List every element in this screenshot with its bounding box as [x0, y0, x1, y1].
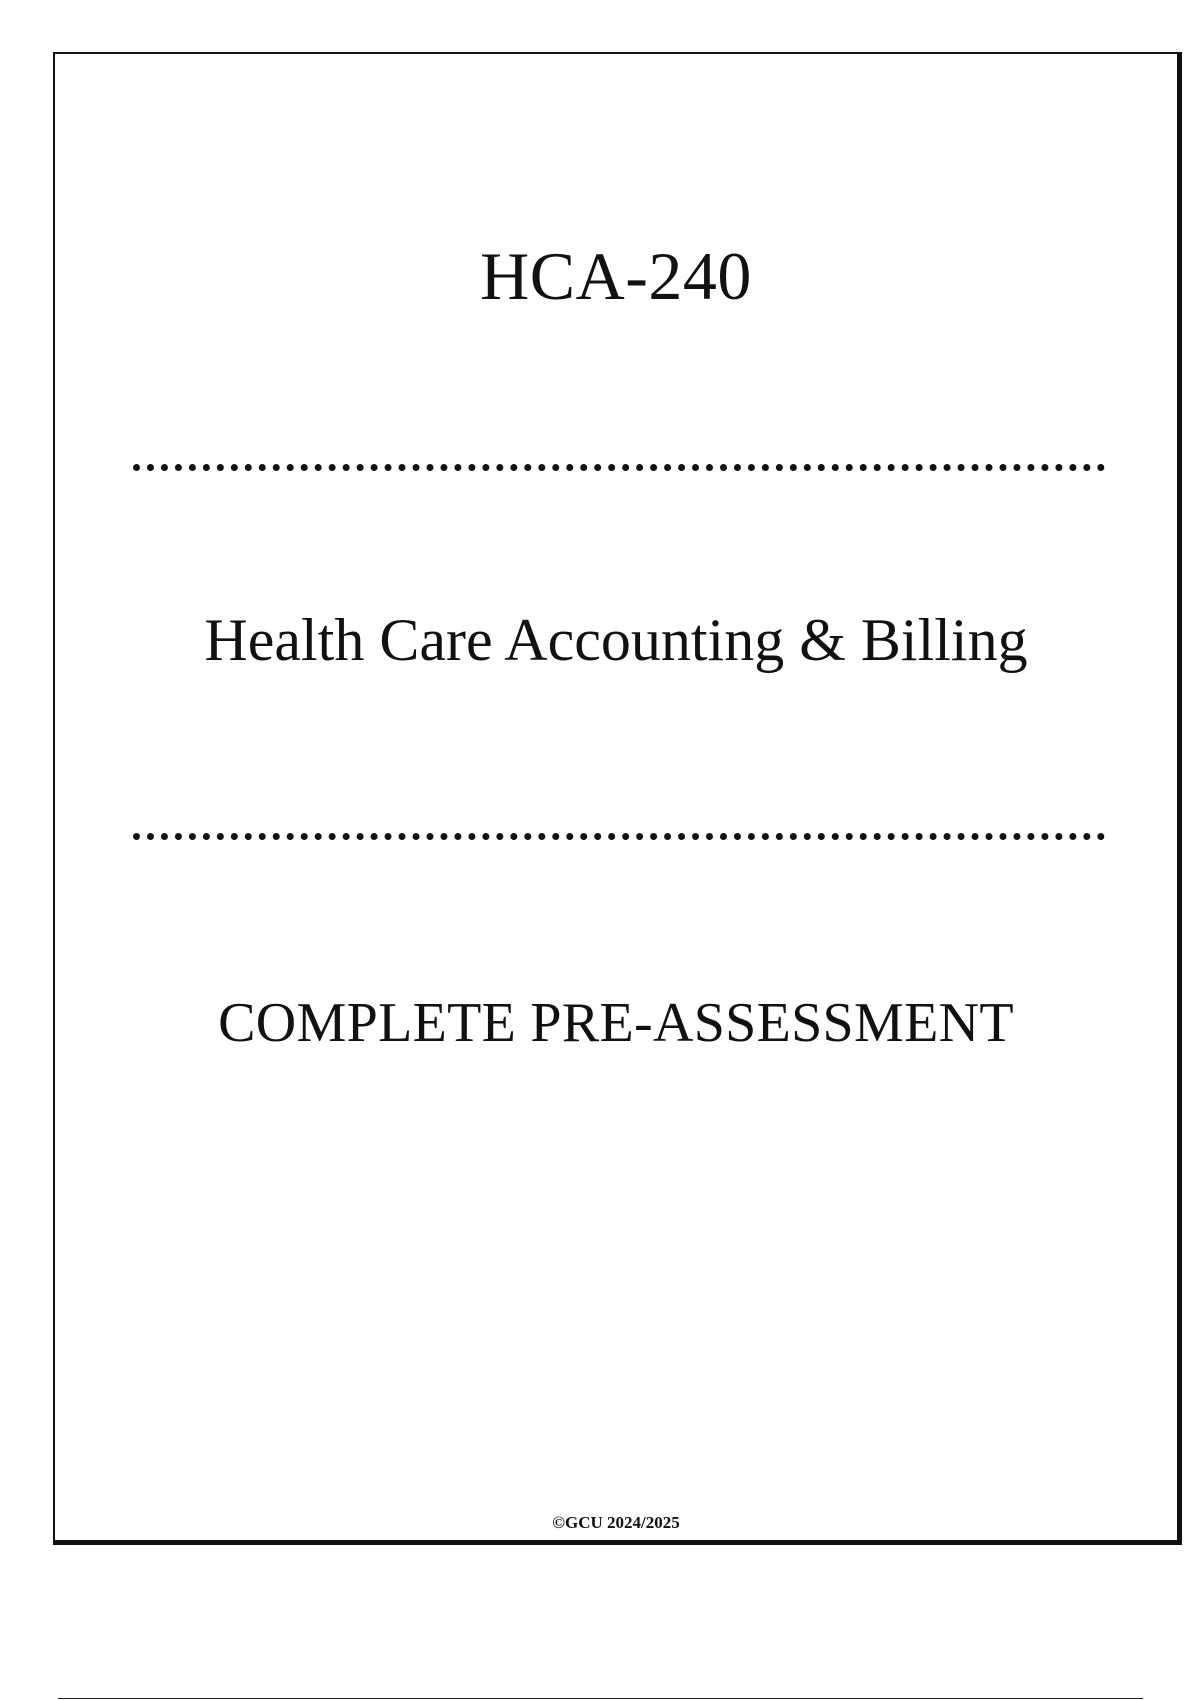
- cover-page-frame: [53, 52, 1182, 1545]
- assessment-title: COMPLETE PRE-ASSESSMENT: [218, 992, 1014, 1054]
- dotted-divider-top: [133, 464, 1105, 471]
- dotted-divider-bottom: [133, 833, 1105, 840]
- course-code: HCA-240: [480, 238, 752, 314]
- course-name: Health Care Accounting & Billing: [204, 607, 1028, 673]
- copyright-notice: ©GCU 2024/2025: [552, 1513, 680, 1532]
- page-footer-rule: [58, 1698, 1143, 1699]
